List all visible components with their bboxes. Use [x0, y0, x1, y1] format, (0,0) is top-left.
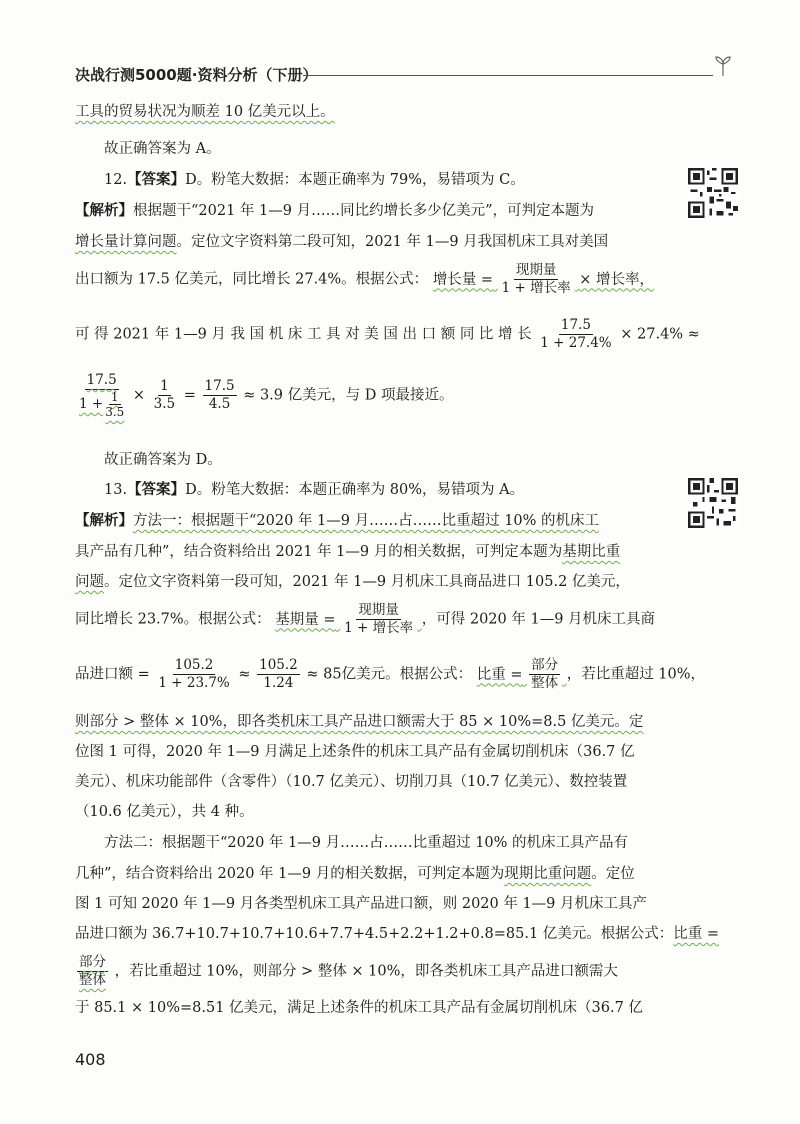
text-line: 品进口额为 36.7+10.7+10.7+10.6+7.7+4.5+2.2+1.2+0.8=85.1 亿美元。根据公式：比重 =: [75, 926, 720, 942]
leaf-icon: [711, 54, 735, 78]
text-line: 方法二：根据题干“2020 年 1—9 月……占……比重超过 10% 的机床工具产品有: [104, 835, 629, 851]
question-13-answer: 13.【答案】D。粉笔大数据：本题正确率为 80%，易错项为 A。: [104, 481, 525, 498]
text-line: 美元）、机床功能部件（含零件）（10.7 亿美元）、切削刀具（10.7 亿美元）、数控装置: [75, 774, 628, 790]
text-line: 问题。定位文字资料第一段可知，2021 年 1—9 月机床工具商品进口 105.2 亿美元，: [75, 574, 630, 590]
text-line: 位图 1 可得，2020 年 1—9 月满足上述条件的机床工具产品有金属切削机床（36.7 亿: [75, 744, 635, 760]
formula-line: 可 得 2021 年 1—9 月 我 国 机 床 工 具 对 美 国 出 口 额 同 比 增 长 $\frac{17.5}{1 + 27.4\%}$ × 27.4% ≈: [75, 317, 700, 351]
header-rule: [303, 75, 713, 76]
fraction: $\frac{\text{现期量}}{\text{1 + 增长率}}$: [501, 262, 571, 296]
formula-line: $\frac{\text{部分}}{\text{整体}}$ ，若比重超过 10%，则部分 > 整体 × 10%，即各类机床工具产品进口额需大: [79, 954, 618, 988]
page-number: 408: [75, 1050, 106, 1069]
text-line: 则部分 > 整体 × 10%，即各类机床工具产品进口额需大于 85 × 10%=8.5 亿美元。定: [75, 714, 644, 730]
text-line: 工具的贸易状况为顺差 10 亿美元以上。: [75, 104, 335, 120]
fraction: $\frac{105.2}{1.24}$: [259, 657, 298, 691]
fraction: $\frac{17.5}{4.5}$: [204, 378, 235, 412]
header-title: 决战行测5000题·资料分析（下册）: [75, 66, 318, 84]
text-line: （10.6 亿美元），共 4 种。: [75, 804, 254, 820]
answer-line: 故正确答案为 D。: [104, 452, 222, 468]
fraction: $\frac{17.5}{1 + 27.4\%}$: [540, 317, 612, 351]
answer-line: 故正确答案为 A。: [104, 141, 221, 157]
formula-line: 出口额为 17.5 亿美元，同比增长 27.4%。根据公式： 增长量 = $\frac{\text{现期量}}{\text{1 + 增长率}}$ × 增长率，: [75, 262, 655, 296]
qr-code-icon[interactable]: [688, 478, 738, 528]
text-line: 几种”，结合资料给出 2020 年 1—9 月的相关数据，可判定本题为现期比重问题。定位: [75, 866, 635, 882]
formula-line: 品进口额 = $\frac{105.2}{1 + 23.7\%}$ ≈ $\frac{105.2}{1.24}$ ≈ 85亿美元。根据公式： 比重 = $\frac{\text{部分}}{\text{整体}}$ ，若比重超过 10%，: [75, 657, 706, 691]
fraction: $\frac{1}{3.5}$: [153, 378, 176, 412]
formula-line: 17.5 1 + $\frac{1}{3.5}$ × $\frac{1}{3.5}$ = $\frac{17.5}{4.5}$ ≈ 3.9 亿美元，与 D 项最接近。: [79, 372, 454, 419]
running-header: [75, 64, 735, 84]
fraction: $\frac{\text{部分}}{\text{整体}}$: [79, 954, 106, 988]
text-line: 增长量计算问题。定位文字资料第二段可知，2021 年 1—9 月我国机床工具对美国: [75, 234, 609, 250]
question-12-answer: 12.【答案】D。粉笔大数据：本题正确率为 79%，易错项为 C。: [104, 171, 525, 188]
fraction: $\frac{\text{部分}}{\text{整体}}$: [531, 657, 559, 691]
fraction: $\frac{105.2}{1 + 23.7\%}$: [158, 657, 230, 691]
formula-line: 同比增长 23.7%。根据公式： 基期量 = $\frac{\text{现期量}}{\text{1 + 增长率}}$ ，可得 2020 年 1—9 月机床工具商: [75, 602, 656, 636]
text-line: 于 85.1 × 10%=8.51 亿美元，满足上述条件的机床工具产品有金属切削机床（36.7 亿: [75, 1000, 643, 1016]
fraction: 17.5 1 + $\frac{1}{3.5}$: [79, 372, 125, 419]
question-12-analysis: 【解析】根据题干“2021 年 1—9 月……同比约增长多少亿美元”，可判定本题为: [75, 202, 595, 219]
text-line: 图 1 可知 2020 年 1—9 月各类型机床工具产品进口额，则 2020 年 1—9 月机床工具产: [75, 896, 648, 912]
text-line: 具产品有几种”，结合资料给出 2021 年 1—9 月的相关数据，可判定本题为基期比重: [75, 544, 621, 560]
fraction: $\frac{\text{现期量}}{\text{1 + 增长率}}$: [344, 602, 414, 636]
question-13-analysis: 【解析】方法一：根据题干“2020 年 1—9 月……占……比重超过 10% 的机床工: [75, 512, 600, 529]
